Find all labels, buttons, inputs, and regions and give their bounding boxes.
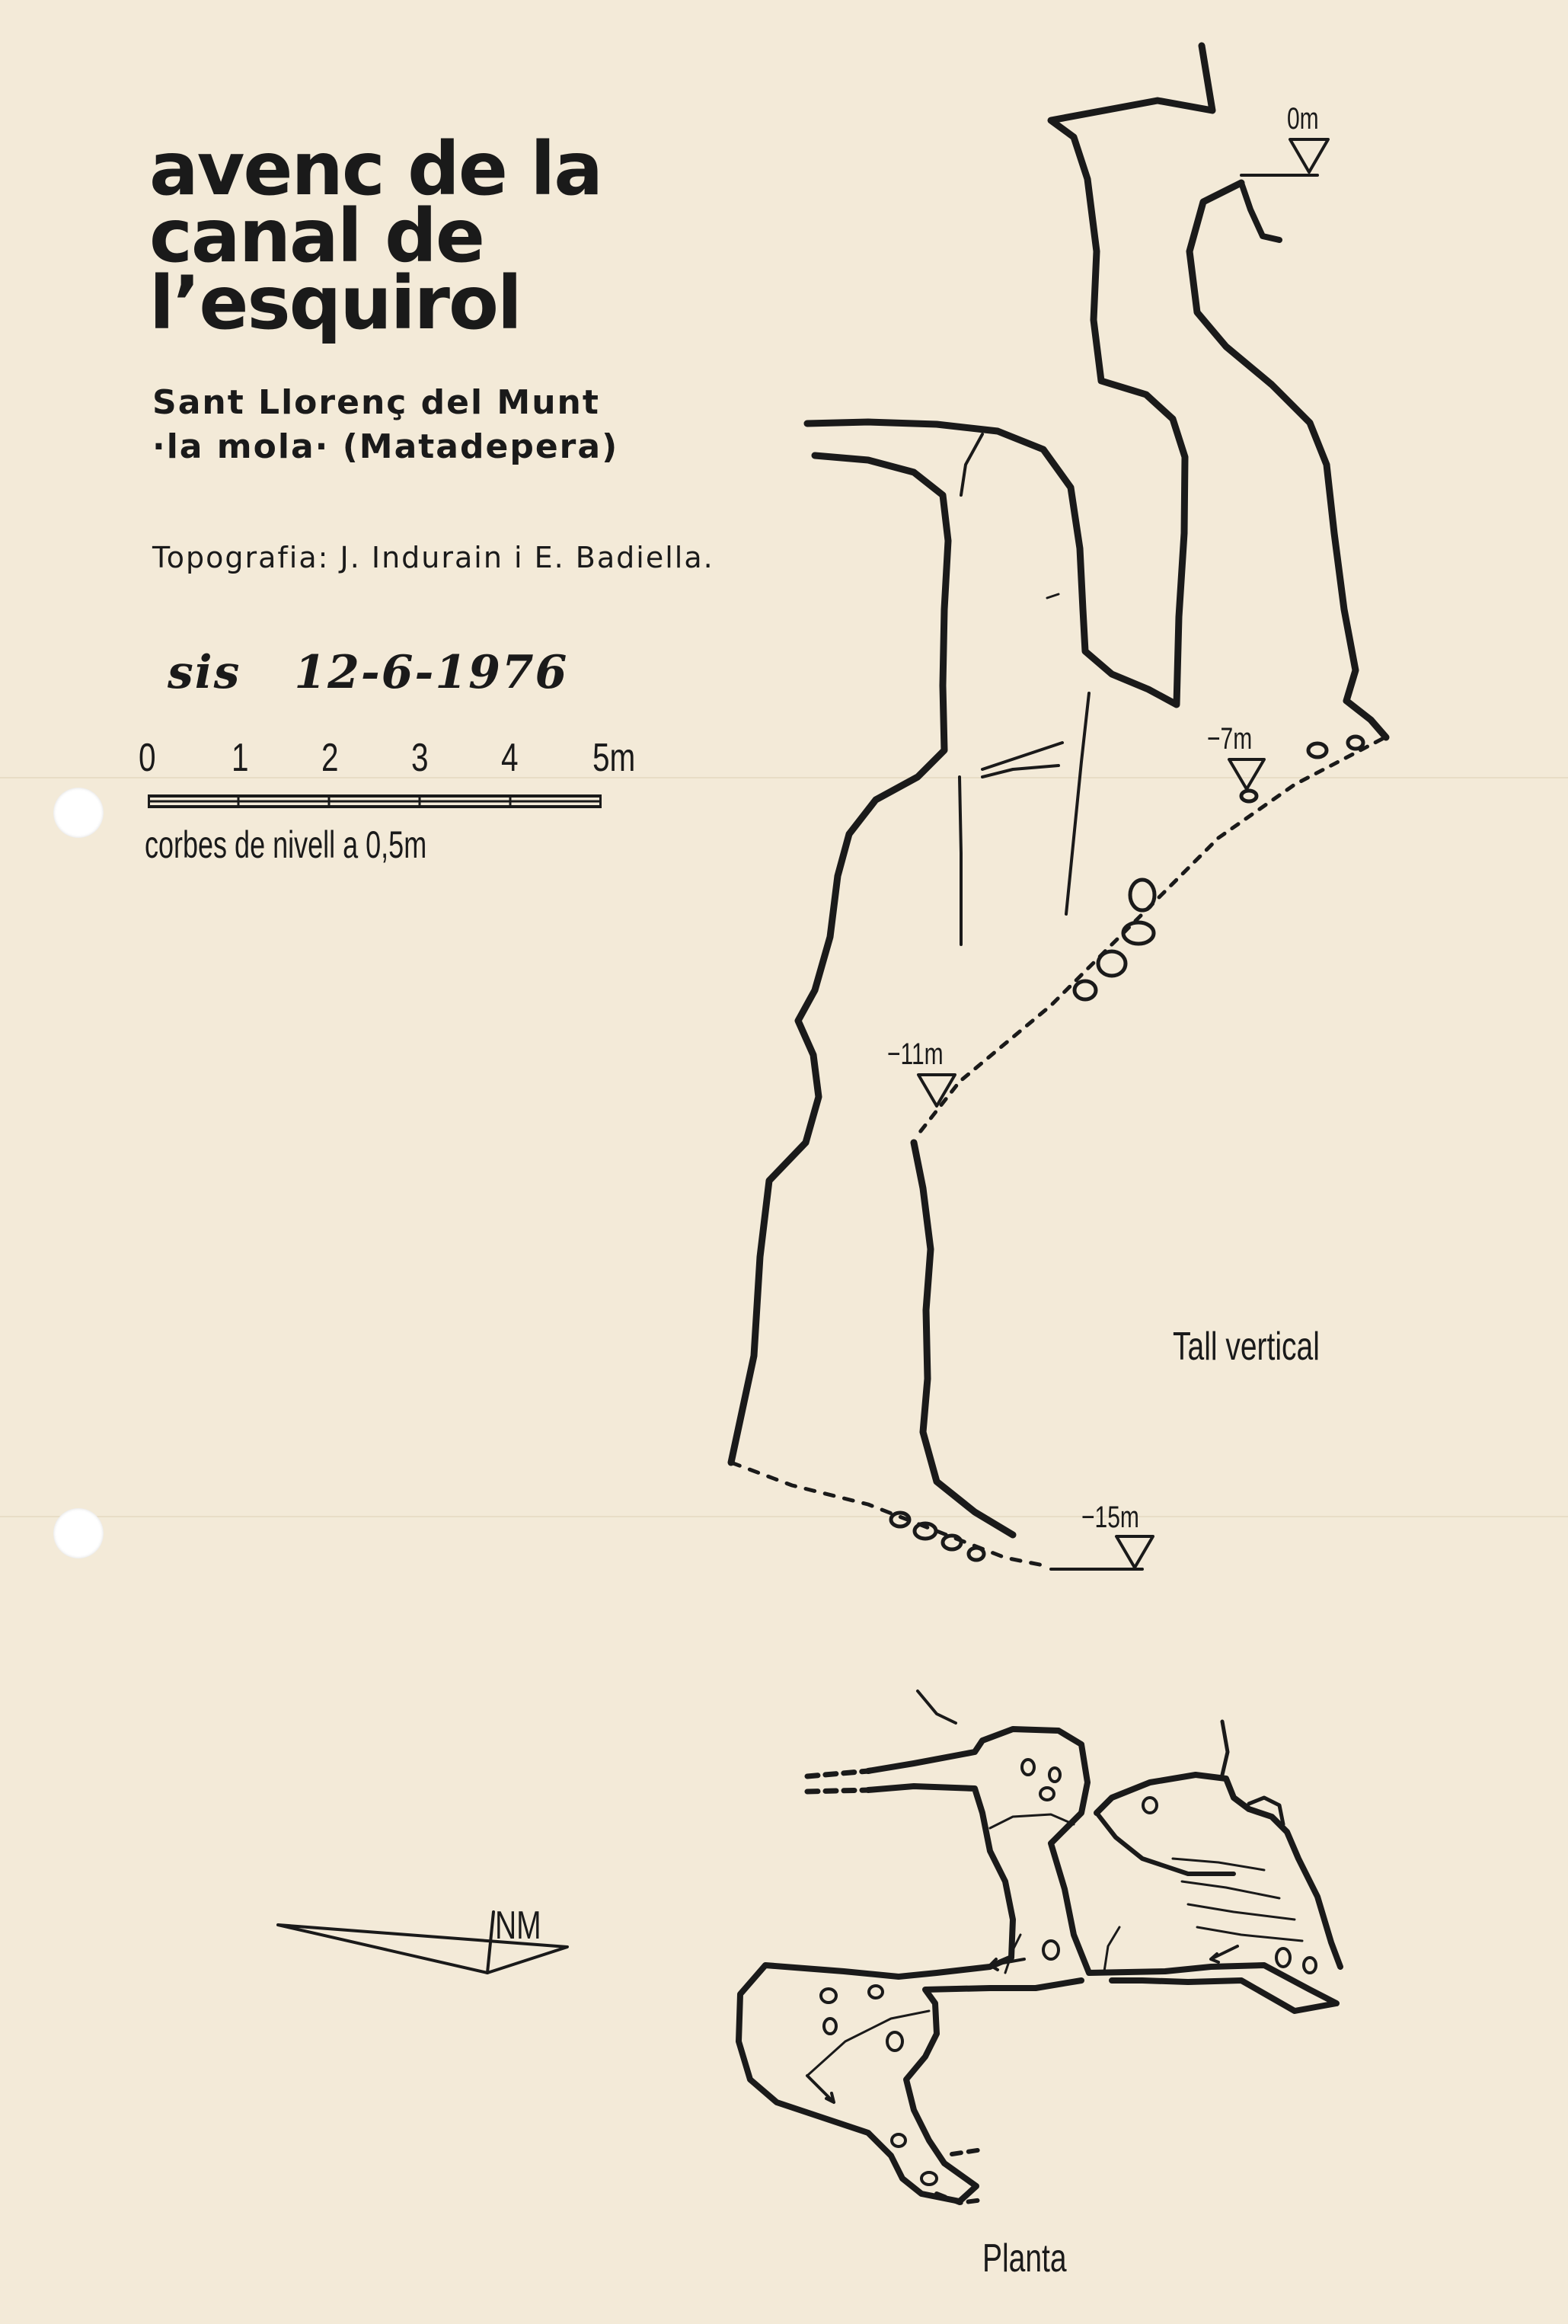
contour-line <box>1197 1927 1302 1941</box>
depth-marker-triangle <box>1290 139 1328 172</box>
boulder <box>1130 880 1154 910</box>
plan-rock <box>824 2019 836 2034</box>
scale-tick-label: 5m <box>592 736 636 780</box>
boulder <box>1308 743 1327 757</box>
boulder <box>1348 737 1363 749</box>
location-line-1: Sant Llorenç del Munt <box>152 383 600 422</box>
plan-rock <box>887 2032 902 2051</box>
scale-tick-label: 1 <box>232 736 249 780</box>
rock-sketch-line <box>960 777 961 945</box>
rock-sketch-line <box>961 434 982 495</box>
plan-rock <box>1143 1798 1157 1813</box>
plan-wall <box>807 1771 868 1776</box>
contour-line <box>990 1814 1074 1828</box>
boulder <box>1241 791 1257 801</box>
plan-rock <box>1276 1948 1290 1967</box>
depth-label: −11m <box>887 1037 944 1071</box>
plan-rock <box>869 1986 883 1998</box>
depth-label: 0m <box>1287 102 1319 136</box>
depth-label: −15m <box>1081 1501 1139 1534</box>
title-line-3: l’esquirol <box>149 261 521 346</box>
plan-wall <box>918 1691 956 1723</box>
plan-rock <box>1022 1760 1034 1775</box>
plan-wall <box>868 1729 1336 2011</box>
plan-wall <box>739 1786 1081 2201</box>
plan-rock <box>921 2172 937 2185</box>
section-wall <box>1190 183 1386 737</box>
depth-marker-triangle <box>1116 1536 1153 1568</box>
survey-day: 12-6-1976 <box>294 646 569 699</box>
slope-arrow <box>1211 1946 1237 1962</box>
debris-slope <box>918 739 1382 1135</box>
contour-line <box>1188 1904 1295 1920</box>
boulder <box>1123 922 1154 944</box>
plan-rock <box>821 1989 836 2003</box>
boulder <box>1075 981 1096 999</box>
vertical-section-label: Tall vertical <box>1173 1325 1320 1369</box>
slope-arrow <box>807 2076 834 2102</box>
title-line-2: canal de <box>149 193 484 279</box>
scale-tick-label: 4 <box>501 736 519 780</box>
boulder <box>969 1548 984 1560</box>
depth-marker-triangle <box>918 1075 955 1106</box>
rock-sketch-line <box>1066 693 1089 914</box>
depth-marker-triangle <box>1229 759 1264 789</box>
survey-credit: Topografia: J. Indurain i E. Badiella. <box>152 541 714 574</box>
contour-line <box>1173 1859 1264 1870</box>
scale-tick-label: 2 <box>321 736 339 780</box>
section-wall <box>1241 183 1279 240</box>
plan-wall <box>1222 1721 1228 1775</box>
scale-tick-label: 0 <box>139 736 156 780</box>
scale-tick-label: 3 <box>411 736 429 780</box>
contour-line <box>1182 1881 1279 1898</box>
rock-sketch-line <box>982 766 1059 777</box>
plan-wall <box>1097 1813 1234 1874</box>
plan-rock <box>1304 1958 1316 1973</box>
contour-line <box>1104 1927 1119 1971</box>
section-wall <box>807 46 1212 705</box>
plan-rock <box>1049 1768 1060 1782</box>
survey-group: sis <box>168 646 241 699</box>
contour-interval-note: corbes de nivell a 0,5m <box>145 823 427 866</box>
plan-wall <box>807 1790 868 1792</box>
plan-wall <box>1097 1775 1340 1967</box>
title-line-1: avenc de la <box>149 126 602 212</box>
plan-view-label: Planta <box>982 2236 1067 2281</box>
location-line-2: ·la mola· (Matadepera) <box>152 427 619 466</box>
section-wall <box>731 456 948 1462</box>
boulder <box>943 1536 961 1549</box>
north-arrow-label: NM <box>495 1904 541 1948</box>
boulder <box>1098 951 1126 976</box>
rock-sketch-line <box>1047 594 1059 598</box>
plan-rock <box>1043 1941 1059 1959</box>
plan-wall <box>952 2150 982 2154</box>
plan-rock <box>892 2134 905 2147</box>
depth-label: −7m <box>1207 722 1253 756</box>
section-wall <box>914 1143 1013 1535</box>
debris-slope <box>731 1462 1043 1565</box>
plan-rock <box>1040 1788 1054 1800</box>
